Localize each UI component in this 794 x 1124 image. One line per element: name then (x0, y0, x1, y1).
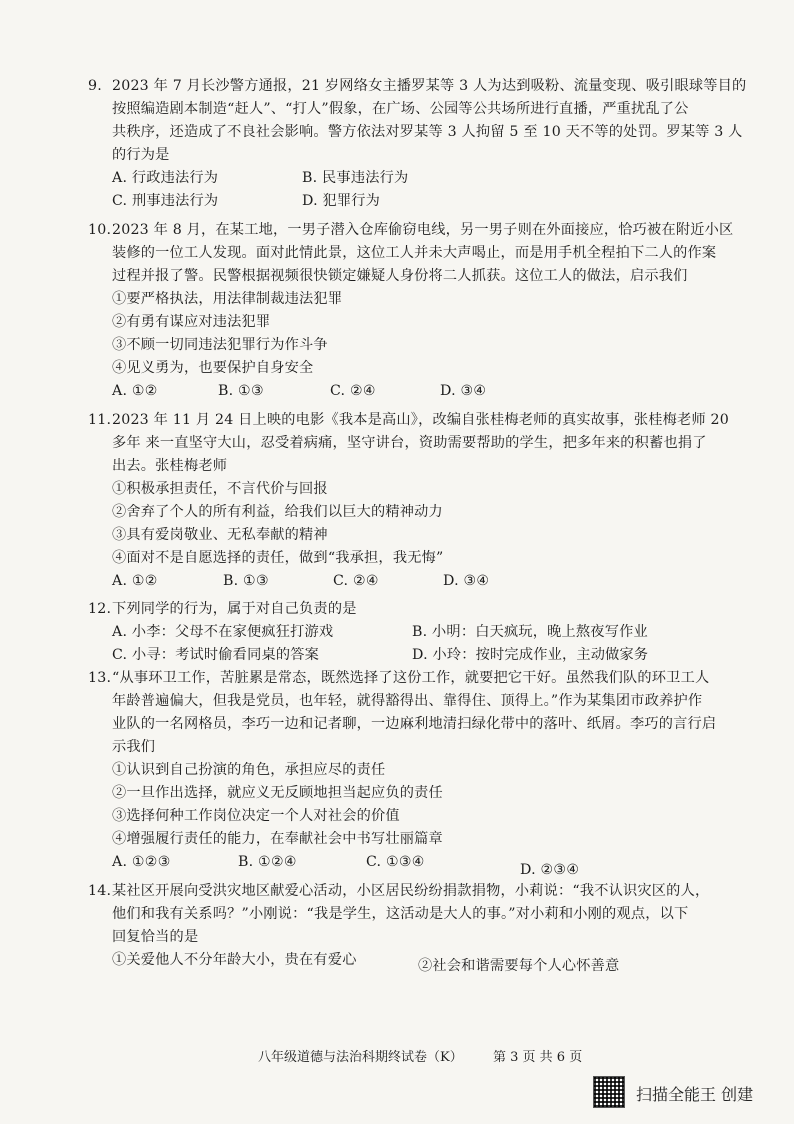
question-text-line: 某社区开展向受洪灾地区献爱心活动，小区居民纷纷捐款捐物，小莉说：“我不认识灾区的人， (112, 883, 710, 899)
option-c: C. ②④ (330, 383, 376, 399)
page-number: 第 3 页 共 6 页 (493, 1050, 583, 1065)
exam-title-footer: 八年级道德与法治科期终试卷（K） (258, 1050, 463, 1065)
scanner-watermark: 扫描全能王 创建 (636, 1085, 754, 1104)
question-text-line: 装修的一位工人发现。面对此情此景，这位工人并未大声喝止，而是用手机全程拍下二人的作案 (112, 245, 717, 261)
statement-item: ③选择何种工作岗位决定一个人对社会的价值 (112, 808, 400, 824)
statement-item: ②舍弃了个人的所有利益，给我们以巨大的精神动力 (112, 504, 443, 520)
question-text-line: 按照编造剧本制造“赶人”、“打人”假象，在广场、公园等公共场所进行直播，严重扰乱了公 (112, 101, 689, 117)
option-d: D. 小玲：按时完成作业，主动做家务 (412, 647, 649, 663)
option-c: C. ②④ (333, 573, 379, 589)
statement-item: ①积极承担责任，不言代价与回报 (112, 481, 328, 497)
question-text-line: 他们和我有关系吗？”小刚说：“我是学生，这活动是大人的事。”对小莉和小刚的观点，以下 (112, 906, 689, 922)
option-b: B. ①②④ (238, 854, 297, 870)
options-row (88, 570, 758, 593)
statement-item: ④面对不是自愿选择的责任，做到“我承担，我无悔” (112, 550, 444, 566)
question-number: 9. (88, 78, 102, 94)
question-text-line: 过程并报了警。民警根据视频很快锁定嫌疑人身份将二人抓获。这位工人的做法，启示我们 (112, 268, 688, 284)
statement-item: ④见义勇为，也要保护自身安全 (112, 360, 314, 376)
question-number: 10. (88, 222, 112, 238)
statement-item: ②社会和谐需要每个人心怀善意 (418, 958, 620, 974)
statement-item: ②一旦作出选择，就应义无反顾地担当起应负的责任 (112, 785, 443, 801)
question-number: 11. (88, 412, 112, 428)
option-a: A. 行政违法行为 (112, 170, 219, 186)
question-text-line: 2023 年 8 月，在某工地，一男子潜入仓库偷窃电线，另一男子则在外面接应，恰巧被在附近小区 (112, 222, 734, 238)
question-text-line: 2023 年 11 月 24 日上映的电影《我本是高山》，改编自张桂梅老师的真实故事，张桂梅老师 20 (112, 412, 729, 428)
question-text-line: 示我们 (112, 739, 156, 755)
options-row (88, 621, 758, 644)
option-a: A. ①②③ (112, 854, 171, 870)
question-13 (88, 667, 758, 878)
option-b: B. ①③ (218, 383, 264, 399)
question-text-line: 多年 来一直坚守大山，忍受着病痛，坚守讲台，资助需要帮助的学生，把多年来的积蓄也捐了 (112, 435, 707, 451)
option-a: A. ①② (112, 383, 158, 399)
option-c: C. ①③④ (366, 854, 425, 870)
question-number: 12. (88, 601, 112, 617)
option-b: B. 小明：白天疯玩，晚上熬夜写作业 (412, 624, 648, 640)
statement-item: ④增强履行责任的能力，在奉献社会中书写壮丽篇章 (112, 831, 443, 847)
option-b: B. ①③ (223, 573, 269, 589)
question-text-line: 回复恰当的是 (112, 929, 199, 945)
question-text-line: 出去。张桂梅老师 (112, 458, 228, 474)
question-text-line: 下列同学的行为，属于对自己负责的是 (112, 601, 357, 617)
option-c: C. 刑事违法行为 (112, 193, 219, 209)
option-d: D. ③④ (440, 383, 487, 399)
question-text-line: 业队的一名网格员，李巧一边和记者聊，一边麻利地清扫绿化带中的落叶、纸屑。李巧的言行启 (112, 716, 717, 732)
question-10 (88, 219, 758, 403)
question-text-line: “从事环卫工作，苦脏累是常态，既然选择了这份工作，就要把它干好。虽然我们队的环卫工人 (112, 670, 710, 686)
statement-item: ③不顾一切同违法犯罪行为作斗争 (112, 337, 328, 353)
option-a: A. ①② (112, 573, 158, 589)
option-d: D. ③④ (443, 573, 490, 589)
question-14 (88, 880, 758, 977)
option-d: D. ②③④ (520, 862, 580, 878)
question-text-line: 年龄普遍偏大，但我是党员，也年轻，就得豁得出、靠得住、顶得上。”作为某集团市政养护作 (112, 693, 703, 709)
option-d: D. 犯罪行为 (302, 193, 381, 209)
question-11 (88, 409, 758, 593)
question-text-line: 2023 年 7 月长沙警方通报，21 岁网络女主播罗某等 3 人为达到吸粉、流量变现、吸引眼球等目的 (112, 78, 747, 94)
statement-row (88, 949, 758, 977)
statement-item: ③具有爱岗敬业、无私奉献的精神 (112, 527, 328, 543)
options-row (88, 167, 758, 190)
statement-item: ①关爱他人不分年龄大小，贵在有爱心 (112, 952, 357, 968)
qr-code-icon (593, 1076, 625, 1108)
question-number: 13. (88, 670, 112, 686)
options-row (88, 644, 758, 667)
question-number: 14. (88, 883, 112, 899)
question-12 (88, 598, 758, 667)
option-b: B. 民事违法行为 (302, 170, 409, 186)
option-c: C. 小寻：考试时偷看同桌的答案 (112, 647, 320, 663)
question-9 (88, 75, 758, 213)
option-a: A. 小李：父母不在家便疯狂打游戏 (112, 624, 334, 640)
statement-item: ①认识到自己扮演的角色，承担应尽的责任 (112, 762, 386, 778)
options-row (88, 851, 758, 878)
statement-item: ①要严格执法，用法律制裁违法犯罪 (112, 291, 343, 307)
options-row (88, 380, 758, 403)
options-row (88, 190, 758, 213)
statement-item: ②有勇有谋应对违法犯罪 (112, 314, 271, 330)
question-text-line: 的行为是 (112, 147, 170, 163)
question-text-line: 共秩序，还造成了不良社会影响。警方依法对罗某等 3 人拘留 5 至 10 天不等的处罚。罗某等 3 人 (112, 124, 743, 140)
